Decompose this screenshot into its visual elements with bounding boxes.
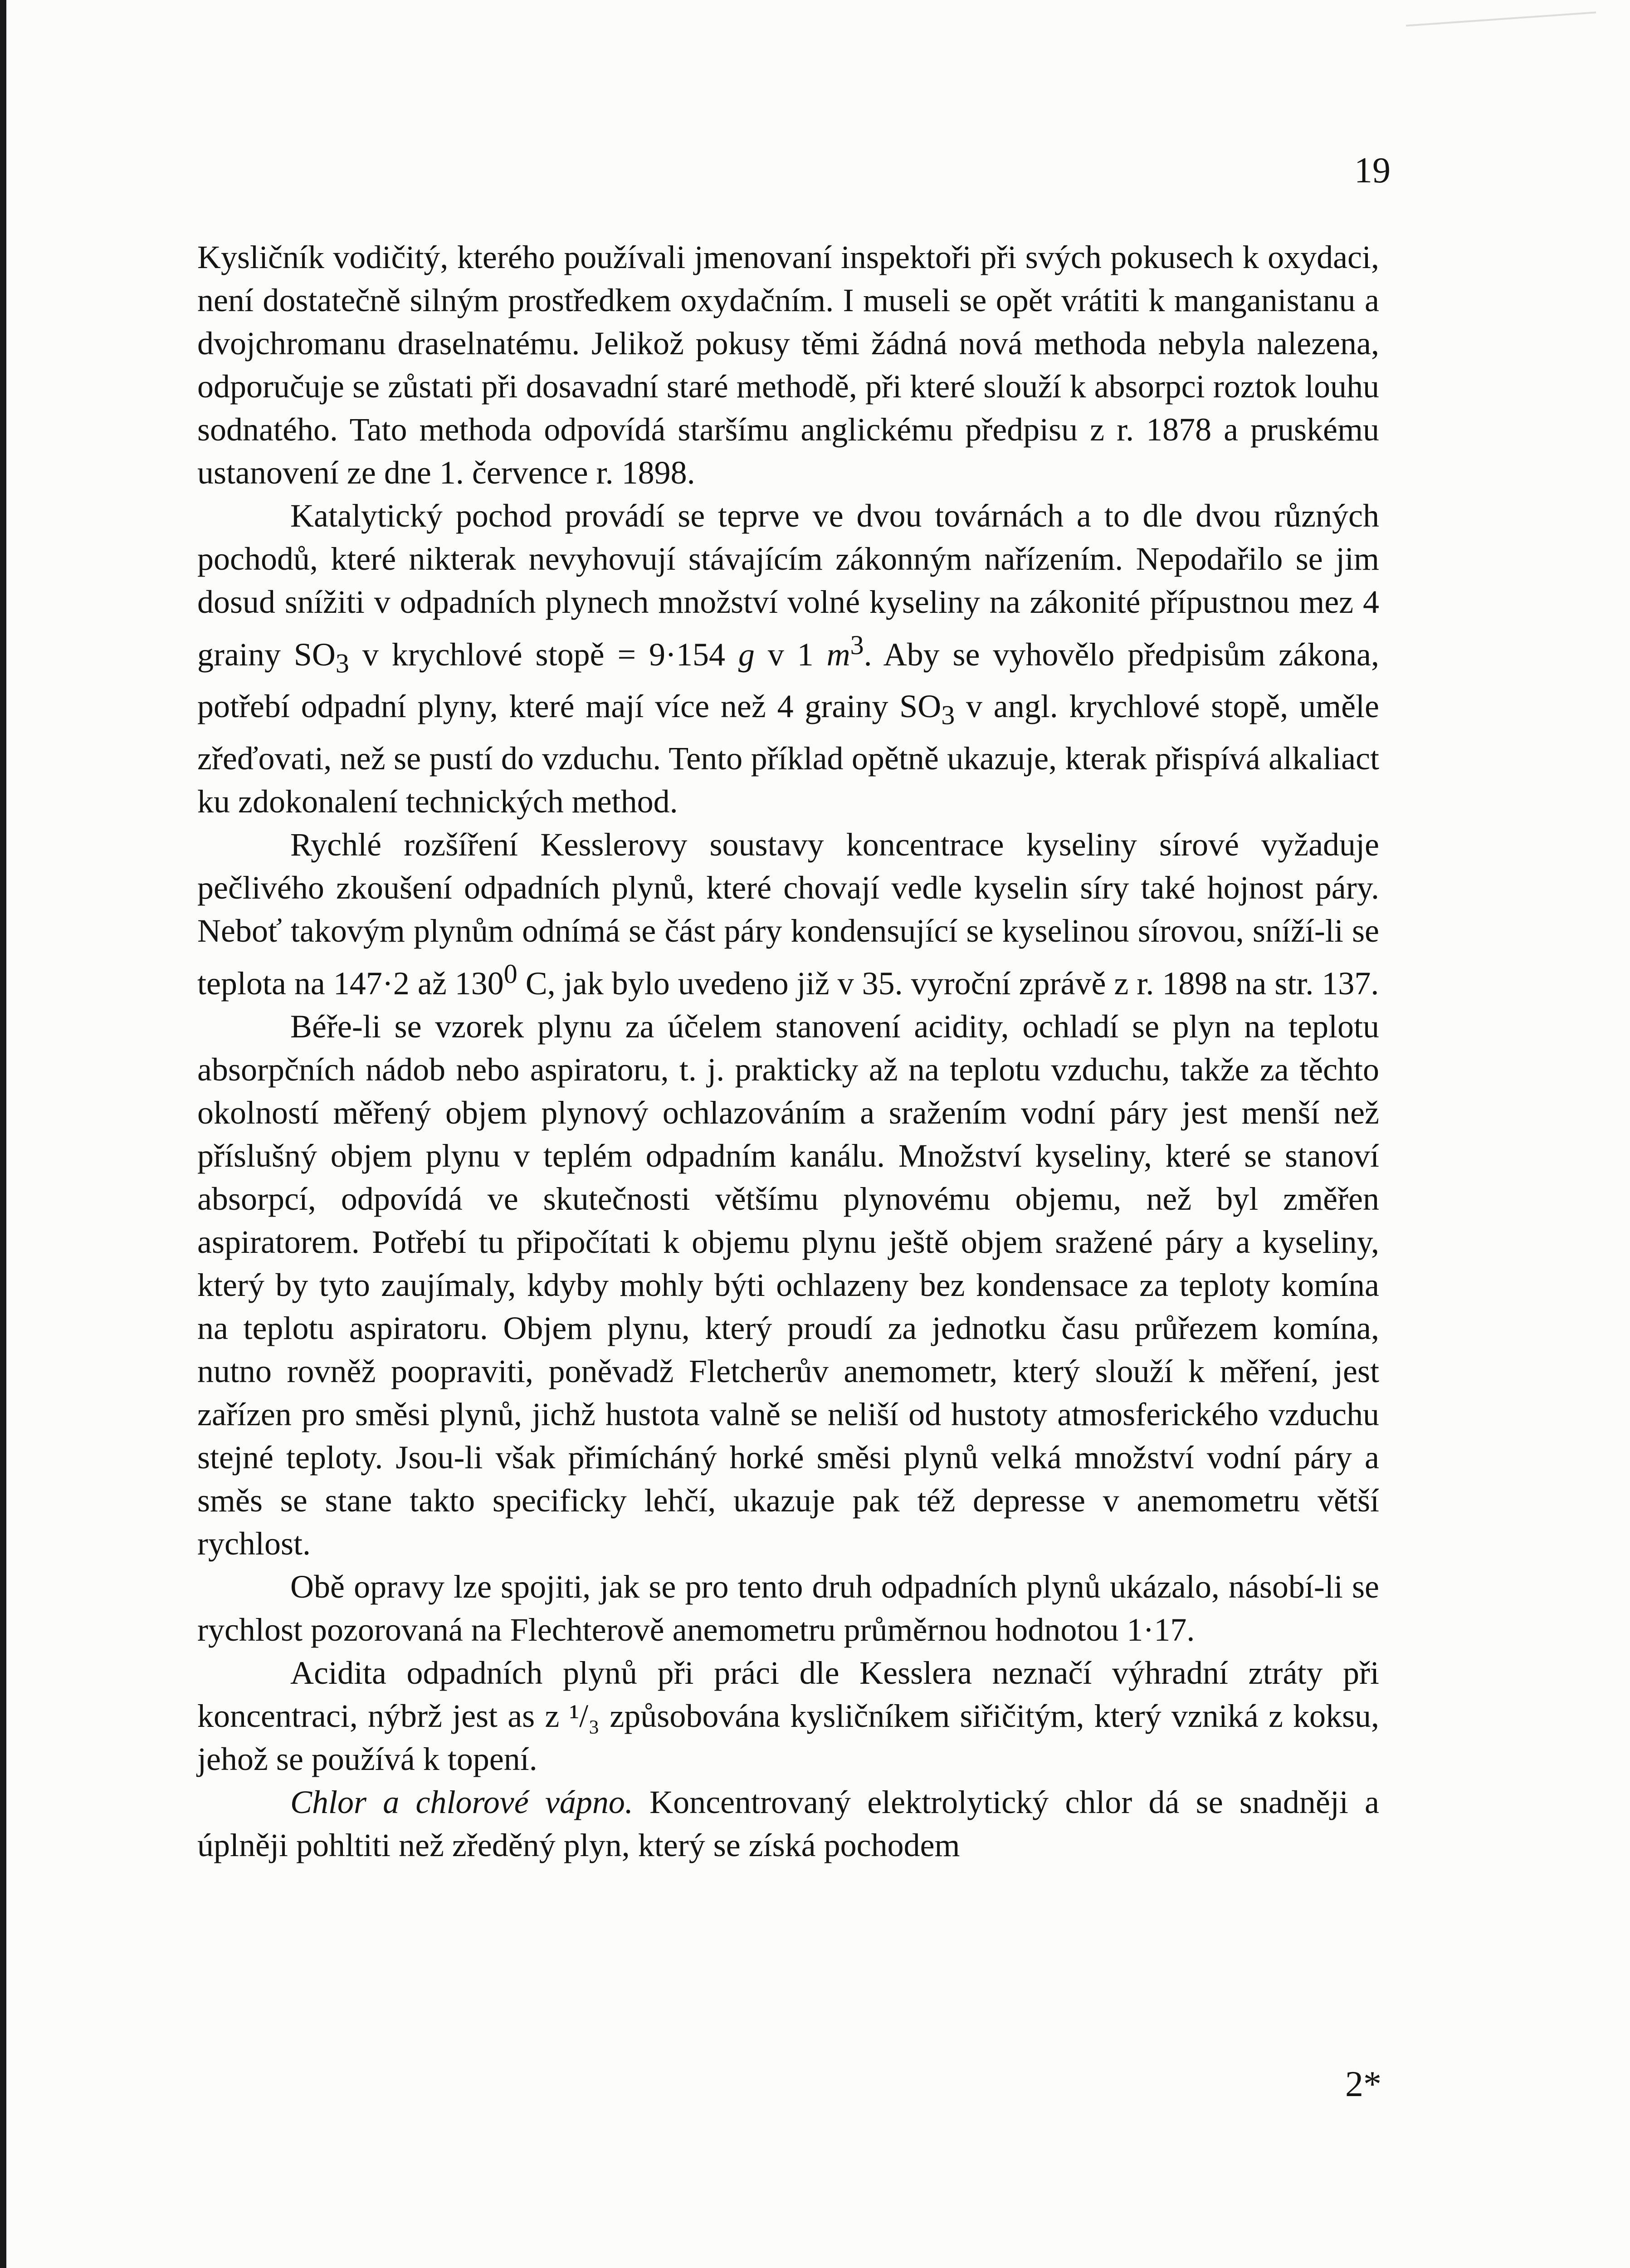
scan-binding-edge — [0, 0, 6, 2268]
scan-smudge — [1406, 11, 1596, 32]
text-body — [197, 236, 1379, 1867]
paragraph-4: Béře-li se vzorek plynu za účelem stanovení acidity, ochladí se plyn na teplotu absorpčních nádob nebo aspiratoru, t. j. prakticky až na teplotu vzduchu, takže za těchto okolností měřený objem plynový ochlazováním a sražením vodní páry jest menší než příslušný objem plynu v teplém odpadním kanálu. Množství kyseliny, které se stanoví absorpcí, odpovídá ve skutečnosti většímu plynovému objemu, než byl změřen aspiratorem. Potřebí tu připočítati k objemu plynu ještě objem sražené páry a kyseliny, který by tyto zaujímaly, kdyby mohly býti ochlazeny bez kondensace za teploty komína na teplotu aspiratoru. Objem plynu, který proudí za jednotku času průřezem komína, nutno rovněž poopraviti, poněvadž Fletcherův anemometr, který slouží k měření, jest zařízen pro směsi plynů, jichž hustota valně se neliší od hustoty atmosferického vzduchu stejné teploty. Jsou-li však přimícháný horké směsi plynů velká množství vodní páry a směs se stane takto specificky lehčí, ukazuje pak též depresse v anemometru větší rychlost. — [197, 1008, 1379, 1562]
paragraph-2: Katalytický pochod provádí se teprve ve dvou továrnách a to dle dvou různých pochodů, které nikterak nevyhovují stávajícím zákonným nařízením. Nepodařilo se jim dosud snížiti v odpadních plynech množství volné kyseliny na zákonité přípustnou mez 4 grainy $SO_3$ v krychlové stopě = 9·154 g v 1 $m^3$. Aby se vyhovělo předpisům zákona, potřebí odpadní plyny, které mají více než 4 grainy $SO_3$ v angl. krychlové stopě, uměle zřeďovati, než se pustí do vzduchu. Tento příklad opětně ukazuje, kterak přispívá alkaliact ku zdokonalení technických method. — [197, 498, 1380, 820]
paragraph-3: Rychlé rozšíření Kesslerovy soustavy koncentrace kyseliny sírové vyžaduje pečlivého zkoušení odpadních plynů, které chovají vedle kyselin síry také hojnost páry. Neboť takovým plynům odnímá se část páry kondensující se kyselinou sírovou, sníží-li se teplota na 147·2 až $130^0$ C, jak bylo uvedeno již v 35. vyroční zprávě z r. 1898 na str. 137. — [197, 826, 1379, 1002]
paragraph-5: Obě opravy lze spojiti, jak se pro tento druh odpadních plynů ukázalo, násobí-li se rychlost pozorovaná na Flechterově anemometru průměrnou hodnotou 1·17. — [197, 1568, 1379, 1648]
signature-mark: 2* — [1345, 2064, 1381, 2104]
paragraph-7: Chlor a chlorové vápno. Koncentrovaný elektrolytický chlor dá se snadněji a úplněji pohltiti než zředěný plyn, který se získá pochodem — [197, 1784, 1380, 1863]
page-number: 19 — [1354, 151, 1391, 191]
paragraph-6: Acidita odpadních plynů při práci dle Kesslera neznačí výhradní ztráty při koncentraci, nýbrž jest as z ¹/₃ způsobována kysličníkem siřičitým, který vzniká z koksu, jehož se používá k topení. — [197, 1654, 1379, 1777]
section-heading: Chlor a chlorové vápno. — [290, 1784, 633, 1820]
paragraph-1: Kysličník vodičitý, kterého používali jmenovaní inspektoři při svých pokusech k oxydaci, není dostatečně silným prostředkem oxydačním. I museli se opět vrátiti k manganistanu a dvojchromanu draselnatému. Jelikož pokusy těmi žádná nová methoda nebyla nalezena, odporučuje se zůstati při dosavadní staré methodě, při které slouží k absorpci roztok louhu sodnatého. Tato methoda odpovídá staršímu anglickému předpisu z r. 1878 a pruskému ustanovení ze dne 1. července r. 1898. — [197, 239, 1379, 491]
